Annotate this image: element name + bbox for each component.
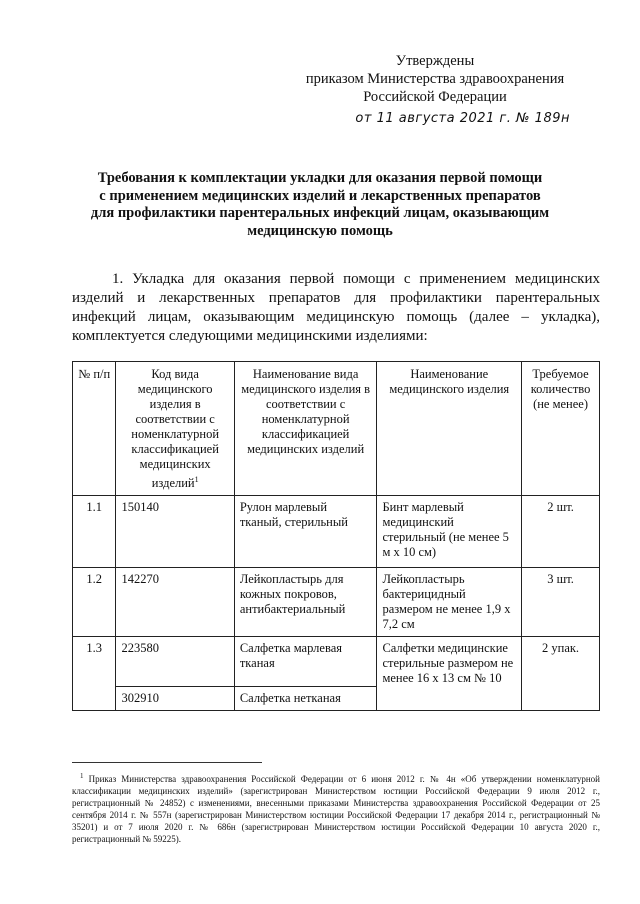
cell-quantity: 2 шт. — [522, 496, 600, 568]
cell-quantity: 2 упак. — [522, 637, 600, 711]
cell-num: 1.2 — [73, 568, 116, 637]
title-line-3: для профилактики парентеральных инфекций лицам, оказывающим — [90, 205, 550, 221]
cell-num: 1.3 — [73, 637, 116, 711]
requirements-table — [72, 361, 600, 711]
title-line-2: с применением медицинских изделий и лекарственных препаратов — [99, 187, 541, 204]
cell-code: 302910 — [116, 687, 234, 711]
cell-quantity: 3 шт. — [522, 568, 600, 637]
header-type-name: Наименование вида медицинского изделия в соответствии с номенклатурной классификацией медицинских изделий — [234, 362, 377, 496]
header-quantity: Требуемое количество (не менее) — [522, 362, 600, 496]
document-title — [50, 170, 590, 240]
cell-device-name: Лейкопластырь бактерицидный размером не менее 1,9 х 7,2 см — [377, 568, 522, 637]
table-row — [73, 496, 600, 568]
cell-type-name: Салфетка нетканая — [234, 687, 377, 711]
table-header-row — [73, 362, 600, 496]
cell-device-name: Бинт марлевый медицинский стерильный (не менее 5 м х 10 см) — [377, 496, 522, 568]
table-row — [73, 568, 600, 637]
cell-type-name: Рулон марлевый тканый, стерильный — [234, 496, 377, 568]
approval-line-country: Российской Федерации — [363, 89, 507, 105]
cell-type-name: Салфетка марлевая тканая — [234, 637, 377, 687]
header-num: № п/п — [73, 362, 116, 496]
title-line-1: Требования к комплектации укладки для оказания первой помощи — [97, 170, 543, 186]
intro-paragraph: 1. Укладка для оказания первой помощи с применением медицинских изделий и лекарственных препаратов для профилактики парентеральных инфекций лицам, оказывающим медицинскую помощь (далее – укладка), комплектуется следующими медицинскими изделиями: — [72, 271, 600, 344]
footnote-ref: 1 — [194, 475, 199, 484]
cell-code: 150140 — [116, 496, 234, 568]
approval-handwritten-date-number: от 11 августа 2021 г. № 189н — [355, 111, 570, 126]
table-row — [73, 637, 600, 687]
approval-line-order: приказом Министерства здравоохранения — [305, 71, 565, 87]
footnote-mark: 1 — [80, 772, 84, 780]
title-line-4: медицинскую помощь — [247, 222, 393, 239]
cell-type-name: Лейкопластырь для кожных покровов, антибактериальный — [234, 568, 377, 637]
footnote-text: Приказ Министерства здравоохранения Российской Федерации от 6 июня 2012 г. № 4н «Об утверждении номенклатурной классификации медицинских изделий» (зарегистрирован Министерством юстиции Российской Федерации 9 июля 2012 г., регистрационный № 24852) с изменениями, внесенными приказами Министерства здравоохранения Российской Федерации от 25 сентября 2014 г. № 557н (зарегистрирован Министерством юстиции Российской Федерации 17 декабря 2014 г., регистрационный № 35201) и от 7 июля 2020 г. № 686н (зарегистрирован Министерством юстиции Российской Федерации 10 августа 2020 г., регистрационный № 59225). — [72, 774, 600, 844]
header-device-name: Наименование медицинского изделия — [377, 362, 522, 496]
cell-code: 223580 — [116, 637, 234, 687]
footnote-divider — [72, 762, 262, 763]
cell-num: 1.1 — [73, 496, 116, 568]
approval-block — [300, 52, 570, 128]
approval-line-approved: Утверждены — [395, 53, 475, 69]
cell-device-name: Салфетки медицинские стерильные размером не менее 16 х 13 см № 10 — [377, 637, 522, 711]
cell-code: 142270 — [116, 568, 234, 637]
header-code: Код вида медицинского изделия в соответствии с номенклатурной классификацией медицинских изделий$^1$ — [116, 362, 234, 496]
footnote — [72, 770, 600, 845]
